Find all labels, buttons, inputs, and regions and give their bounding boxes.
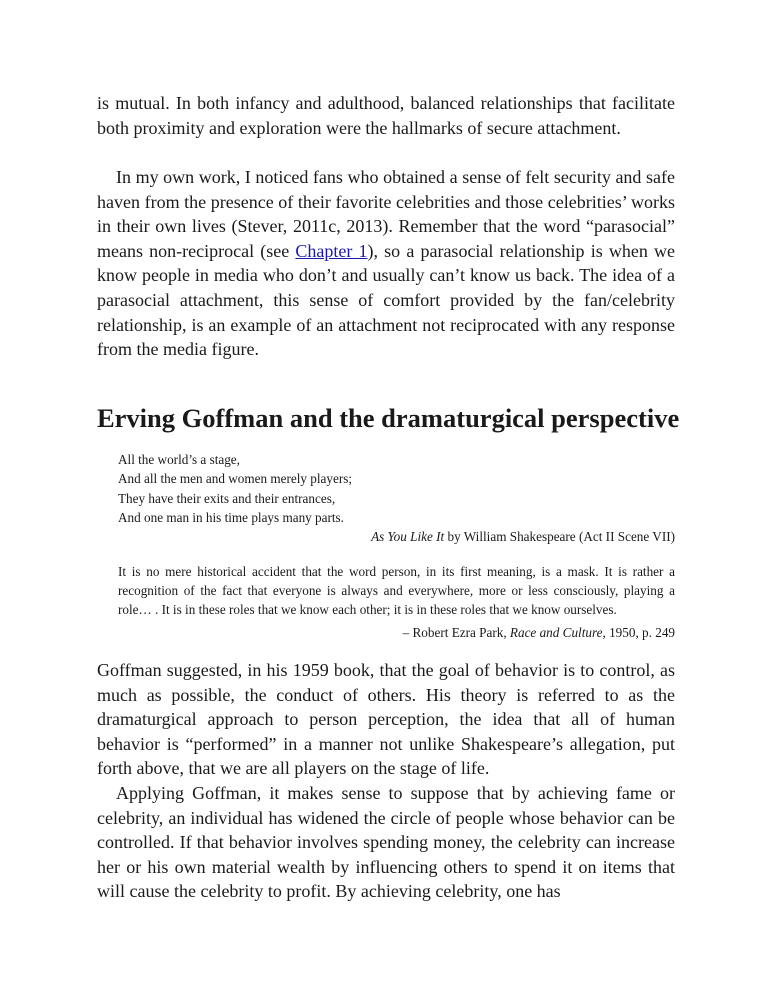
attribution-prefix: – Robert Ezra Park,: [402, 625, 510, 640]
attribution-text: by William Shakespeare (Act II Scene VII): [444, 529, 675, 544]
paragraph-continuation: [97, 91, 675, 140]
paragraph-text: In my own work, I noticed fans who obtained a sense of felt security and safe haven from the presence of their favorite celebrities and those celebrities’ works in their own lives (Stever, 2011c, 2013). Remember that the word “parasocial” means non-reciprocal (see: [97, 167, 675, 261]
chapter-1-link[interactable]: Chapter 1: [295, 240, 368, 261]
paragraph-felt-security: [97, 165, 675, 362]
shakespeare-attribution: [371, 529, 675, 545]
paragraph-goffman: [97, 658, 675, 781]
paragraph-applying-goffman: [97, 781, 675, 904]
work-title: Race and Culture: [509, 625, 603, 640]
verse-line: All the world’s a stage,: [118, 452, 240, 467]
park-attribution: [403, 625, 675, 641]
shakespeare-epigraph: [118, 450, 352, 527]
section-heading: Erving Goffman and the dramaturgical perspective: [97, 403, 680, 433]
paragraph-text: is mutual. In both infancy and adulthood, balanced relationships that facilitate both proximity and exploration were the hallmarks of secure attachment.: [97, 93, 675, 138]
park-epigraph: It is no mere historical accident that the word person, in its first meaning, is a mask. It is rather a recognition of the fact that everyone is always and everywhere, more or less consciously, playing a role… . It is in these roles that we know each other; it is in these roles that we know ourselves.: [118, 564, 675, 618]
verse-line: They have their exits and their entrances,: [118, 490, 336, 506]
paragraph-text: ), so a parasocial relationship is when we know people in media who don’t and usually can’t know us back. The idea of a parasocial attachment, this sense of comfort provided by the fan/celebrity relationship, is an example of an attachment not reciprocated with any response from the media figure.: [97, 240, 675, 360]
attribution-suffix: , 1950, p. 249: [602, 625, 675, 640]
paragraph-text: Goffman suggested, in his 1959 book, that the goal of behavior is to control, as much as possible, the conduct of others. His theory is referred to as the dramaturgical approach to person perception, the idea that all of human behavior is “performed” in a manner not unlike Shakespeare’s allegation, put forth above, that we are all players on the stage of life.: [97, 660, 675, 779]
work-title: As You Like It: [371, 529, 445, 544]
paragraph-text: Applying Goffman, it makes sense to suppose that by achieving fame or celebrity, an individual has widened the circle of people whose behavior can be controlled. If that behavior involves spending money, the celebrity can increase her or his own material wealth by influencing others to spend it on items that will cause the celebrity to profit. By achieving celebrity, one has: [97, 783, 675, 902]
verse-line: And all the men and women merely players;: [118, 471, 353, 487]
verse-line: And one man in his time plays many parts.: [118, 509, 344, 525]
